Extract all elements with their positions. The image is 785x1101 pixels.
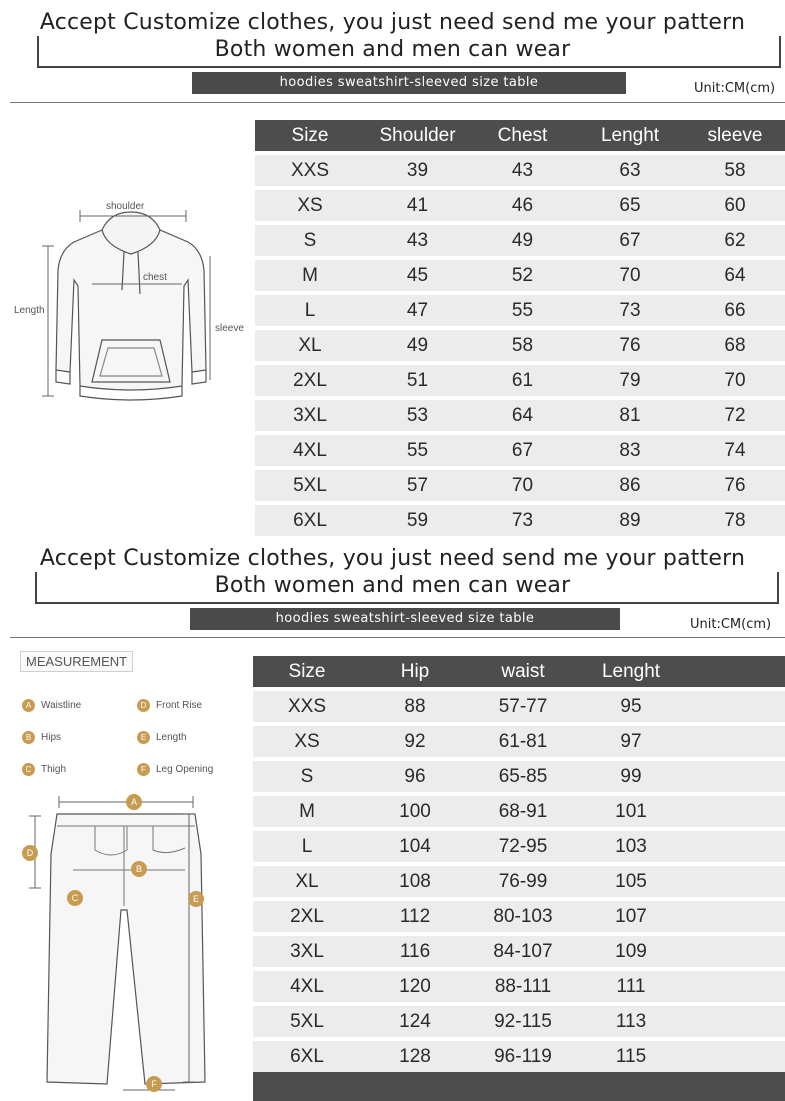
- pants-table-cell: M: [253, 796, 361, 827]
- pants-table-empty-cell: [685, 936, 785, 967]
- legend-badge-e: E: [137, 731, 150, 744]
- pants-table-cell: 97: [577, 726, 685, 757]
- hoodie-banner-line2: Both women and men can wear: [214, 37, 571, 62]
- hoodie-table-cell: 57: [365, 470, 470, 501]
- pants-table-empty-cell: [685, 726, 785, 757]
- hoodie-divider: [10, 102, 785, 103]
- pants-table-cell: 76-99: [469, 866, 577, 897]
- hoodie-table-row: [255, 400, 785, 431]
- pants-table-cell: 80-103: [469, 901, 577, 932]
- pants-table-empty-cell: [685, 901, 785, 932]
- pants-table-cell: 108: [361, 866, 469, 897]
- pants-table-cell: 103: [577, 831, 685, 862]
- legend-label-hips: Hips: [41, 732, 62, 744]
- pants-table-row: [253, 901, 785, 932]
- hoodie-table-cell: 55: [470, 295, 575, 326]
- pants-unit-label: Unit:CM(cm): [690, 617, 772, 632]
- pants-table-row: [253, 971, 785, 1002]
- pants-size-table: [253, 652, 785, 1076]
- hoodie-table-cell: 39: [365, 155, 470, 186]
- hoodie-table-row: [255, 365, 785, 396]
- legend-label-length: Length: [156, 732, 187, 744]
- hoodie-banner-line1: Accept Customize clothes, you just need send me your pattern: [39, 10, 746, 35]
- pants-table-row: [253, 1006, 785, 1037]
- pants-diagram: [15, 790, 245, 1095]
- hoodie-header-length: Lenght: [575, 120, 685, 151]
- hoodie-table-cell: 45: [365, 260, 470, 291]
- hoodie-table-cell: 70: [575, 260, 685, 291]
- legend-item-hips: [22, 731, 61, 744]
- hoodie-table-cell: L: [255, 295, 365, 326]
- hoodie-table-cell: 67: [575, 225, 685, 256]
- hoodie-table-cell: 73: [575, 295, 685, 326]
- hoodie-table-row: [255, 225, 785, 256]
- legend-item-front-rise: [137, 699, 202, 712]
- hoodie-table-cell: 41: [365, 190, 470, 221]
- hoodie-table-cell: 63: [575, 155, 685, 186]
- hoodie-shoulder-label: shoulder: [106, 201, 145, 212]
- hoodie-table-cell: 5XL: [255, 470, 365, 501]
- legend-item-waistline: [22, 699, 81, 712]
- hoodie-table-cell: 60: [685, 190, 785, 221]
- pants-table-row: [253, 691, 785, 722]
- pants-table-header-row: [253, 656, 785, 687]
- hoodie-table-cell: 49: [470, 225, 575, 256]
- hoodie-table-cell: 64: [470, 400, 575, 431]
- hoodie-table-cell: 81: [575, 400, 685, 431]
- pants-marker-f: F: [146, 1076, 162, 1092]
- hoodie-table-cell: 43: [365, 225, 470, 256]
- legend-item-thigh: [22, 763, 66, 776]
- hoodie-table-cell: 58: [685, 155, 785, 186]
- hoodie-sleeve-label: sleeve: [215, 323, 244, 334]
- pants-table-cell: 92: [361, 726, 469, 757]
- hoodie-banner-bracket: [37, 36, 781, 68]
- pants-table-cell: 111: [577, 971, 685, 1002]
- pants-table-footer-bar: [253, 1072, 785, 1101]
- legend-label-thigh: Thigh: [41, 764, 67, 776]
- pants-table-cell: 84-107: [469, 936, 577, 967]
- pants-table-cell: 72-95: [469, 831, 577, 862]
- pants-banner-line2: Both women and men can wear: [214, 573, 571, 598]
- pants-table-cell: 4XL: [253, 971, 361, 1002]
- hoodie-table-row: [255, 260, 785, 291]
- pants-table-cell: 101: [577, 796, 685, 827]
- hoodie-header-sleeve: sleeve: [685, 120, 785, 151]
- pants-table-row: [253, 796, 785, 827]
- legend-item-leg-opening: [137, 763, 213, 776]
- hoodie-table-row: [255, 295, 785, 326]
- pants-table-cell: XXS: [253, 691, 361, 722]
- pants-table-cell: 120: [361, 971, 469, 1002]
- hoodie-table-row: [255, 505, 785, 536]
- legend-label-front-rise: Front Rise: [156, 700, 203, 712]
- hoodie-table-cell: 3XL: [255, 400, 365, 431]
- pants-table-cell: 95: [577, 691, 685, 722]
- hoodie-table-row: [255, 190, 785, 221]
- pants-marker-c: C: [67, 890, 83, 906]
- hoodie-header-chest: Chest: [470, 120, 575, 151]
- hoodie-table-cell: 70: [470, 470, 575, 501]
- hoodie-diagram: [10, 190, 255, 410]
- pants-table-cell: 92-115: [469, 1006, 577, 1037]
- pants-table-empty-cell: [685, 831, 785, 862]
- pants-table-cell: 3XL: [253, 936, 361, 967]
- hoodie-table-cell: 79: [575, 365, 685, 396]
- hoodie-table-cell: 70: [685, 365, 785, 396]
- pants-table-empty-cell: [685, 761, 785, 792]
- pants-marker-a: A: [126, 794, 142, 810]
- hoodie-table-title-bar: hoodies sweatshirt-sleeved size table: [192, 72, 626, 94]
- hoodie-table-cell: 52: [470, 260, 575, 291]
- pants-header-empty: [685, 656, 785, 687]
- legend-label-leg-opening: Leg Opening: [156, 764, 214, 776]
- hoodie-unit-label: Unit:CM(cm): [694, 81, 776, 96]
- pants-header-waist: waist: [469, 656, 577, 687]
- pants-table-empty-cell: [685, 866, 785, 897]
- hoodie-table-cell: XXS: [255, 155, 365, 186]
- pants-table-title-bar: hoodies sweatshirt-sleeved size table: [190, 608, 620, 630]
- pants-table-cell: 99: [577, 761, 685, 792]
- pants-table-cell: 100: [361, 796, 469, 827]
- pants-table-cell: 65-85: [469, 761, 577, 792]
- pants-table-empty-cell: [685, 691, 785, 722]
- pants-table-cell: 2XL: [253, 901, 361, 932]
- pants-table-row: [253, 866, 785, 897]
- hoodie-table-cell: 61: [470, 365, 575, 396]
- pants-table-cell: 124: [361, 1006, 469, 1037]
- pants-banner-line1: Accept Customize clothes, you just need send me your pattern: [39, 546, 746, 571]
- pants-table-cell: 96-119: [469, 1041, 577, 1072]
- hoodie-table-cell: 67: [470, 435, 575, 466]
- pants-table-cell: 57-77: [469, 691, 577, 722]
- hoodie-table-cell: 2XL: [255, 365, 365, 396]
- pants-table-cell: 113: [577, 1006, 685, 1037]
- pants-table-cell: 88-111: [469, 971, 577, 1002]
- hoodie-table-cell: 49: [365, 330, 470, 361]
- hoodie-table-header-row: [255, 120, 785, 151]
- legend-badge-d: D: [137, 699, 150, 712]
- pants-table-cell: 116: [361, 936, 469, 967]
- hoodie-table-cell: 76: [685, 470, 785, 501]
- pants-table-cell: XS: [253, 726, 361, 757]
- pants-table-row: [253, 1041, 785, 1072]
- pants-table-cell: 128: [361, 1041, 469, 1072]
- hoodie-table-cell: 65: [575, 190, 685, 221]
- hoodie-table-cell: 73: [470, 505, 575, 536]
- hoodie-table-cell: 64: [685, 260, 785, 291]
- hoodie-table-cell: 51: [365, 365, 470, 396]
- pants-table-empty-cell: [685, 1006, 785, 1037]
- pants-header-length: Lenght: [577, 656, 685, 687]
- hoodie-table-cell: 89: [575, 505, 685, 536]
- pants-table-cell: 115: [577, 1041, 685, 1072]
- pants-table-row: [253, 761, 785, 792]
- pants-divider: [10, 637, 785, 638]
- hoodie-table-cell: 83: [575, 435, 685, 466]
- pants-table-cell: L: [253, 831, 361, 862]
- hoodie-chest-label: chest: [143, 272, 167, 283]
- hoodie-table-cell: 4XL: [255, 435, 365, 466]
- pants-marker-d: D: [22, 845, 38, 861]
- legend-item-length: [137, 731, 187, 744]
- hoodie-size-table: [255, 116, 785, 540]
- hoodie-table-cell: 47: [365, 295, 470, 326]
- hoodie-table-cell: 72: [685, 400, 785, 431]
- hoodie-table-cell: 58: [470, 330, 575, 361]
- hoodie-table-cell: XS: [255, 190, 365, 221]
- hoodie-table-cell: 59: [365, 505, 470, 536]
- pants-header-hip: Hip: [361, 656, 469, 687]
- hoodie-table-cell: XL: [255, 330, 365, 361]
- hoodie-header-shoulder: Shoulder: [365, 120, 470, 151]
- hoodie-table-cell: 43: [470, 155, 575, 186]
- hoodie-table-row: [255, 155, 785, 186]
- hoodie-length-label: Length: [14, 305, 45, 316]
- pants-table-cell: 88: [361, 691, 469, 722]
- hoodie-table-cell: 78: [685, 505, 785, 536]
- hoodie-table-cell: 6XL: [255, 505, 365, 536]
- legend-badge-c: C: [22, 763, 35, 776]
- hoodie-table-cell: 62: [685, 225, 785, 256]
- hoodie-header-size: Size: [255, 120, 365, 151]
- pants-table-cell: 6XL: [253, 1041, 361, 1072]
- hoodie-table-cell: M: [255, 260, 365, 291]
- pants-table-cell: 68-91: [469, 796, 577, 827]
- pants-table-cell: 61-81: [469, 726, 577, 757]
- hoodie-table-row: [255, 330, 785, 361]
- pants-header-size: Size: [253, 656, 361, 687]
- pants-banner-bracket: [35, 572, 779, 604]
- hoodie-table-cell: 74: [685, 435, 785, 466]
- pants-marker-e: E: [188, 891, 204, 907]
- hoodie-table-cell: 53: [365, 400, 470, 431]
- hoodie-table-cell: 66: [685, 295, 785, 326]
- pants-table-empty-cell: [685, 1041, 785, 1072]
- legend-badge-b: B: [22, 731, 35, 744]
- pants-table-row: [253, 936, 785, 967]
- pants-table-cell: 5XL: [253, 1006, 361, 1037]
- legend-badge-f: F: [137, 763, 150, 776]
- hoodie-table-row: [255, 435, 785, 466]
- pants-table-empty-cell: [685, 796, 785, 827]
- legend-badge-a: A: [22, 699, 35, 712]
- pants-table-cell: 96: [361, 761, 469, 792]
- pants-table-cell: 112: [361, 901, 469, 932]
- hoodie-table-cell: 68: [685, 330, 785, 361]
- pants-table-cell: 104: [361, 831, 469, 862]
- hoodie-table-cell: 55: [365, 435, 470, 466]
- hoodie-table-cell: 76: [575, 330, 685, 361]
- pants-table-cell: S: [253, 761, 361, 792]
- hoodie-table-row: [255, 470, 785, 501]
- pants-table-cell: 109: [577, 936, 685, 967]
- hoodie-table-cell: S: [255, 225, 365, 256]
- pants-table-row: [253, 726, 785, 757]
- pants-marker-b: B: [131, 861, 147, 877]
- legend-label-waistline: Waistline: [41, 700, 82, 712]
- pants-table-cell: 107: [577, 901, 685, 932]
- hoodie-table-cell: 46: [470, 190, 575, 221]
- pants-table-cell: 105: [577, 866, 685, 897]
- pants-table-cell: XL: [253, 866, 361, 897]
- hoodie-table-cell: 86: [575, 470, 685, 501]
- pants-table-empty-cell: [685, 971, 785, 1002]
- measurement-title: MEASUREMENT: [20, 651, 133, 672]
- pants-table-row: [253, 831, 785, 862]
